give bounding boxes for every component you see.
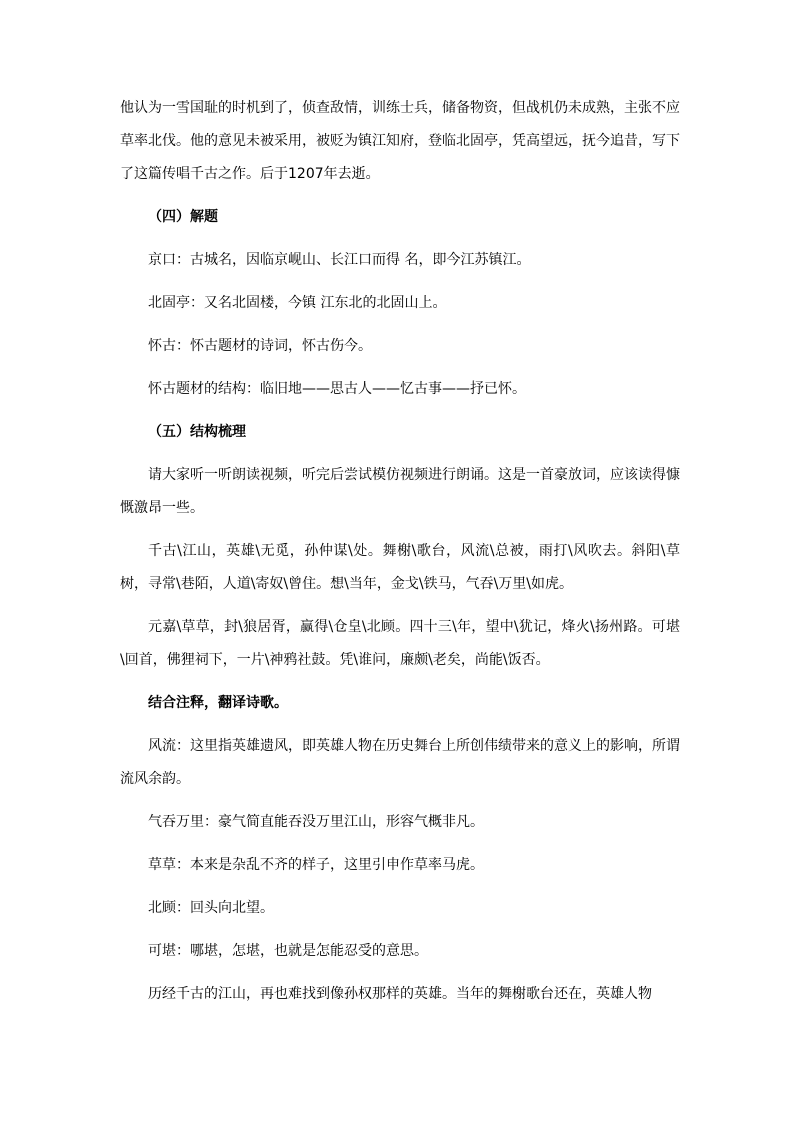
paragraph-beiguting: 北固亭：又名北固楼，今镇 江东北的北固山上。 [148,295,447,311]
paragraph-note-fengliu: 风流：这里指英雄遗风，即英雄人物在历史舞台上所创伟绩带来的意义上的影响，所谓流风余韵。 [120,738,680,787]
section-heading-translation: 结合注释，翻译诗歌。 [148,695,288,711]
paragraph-note-beigu: 北顾：回头向北望。 [148,900,274,916]
paragraph-poem-part-1: 千古\江山，英雄\无觅，孙仲谋\处。舞榭\歌台，风流\总被，雨打\风吹去。斜阳\草树，寻常\巷陌，人道\寄奴\曾住。想\当年，金戈\铁马，气吞\万里\如虎。 [120,543,680,592]
paragraph-note-qitunwanli: 气吞万里：豪气简直能吞没万里江山，形容气概非凡。 [148,814,484,830]
section-heading-title-analysis: （四）解题 [148,209,218,225]
paragraph-poem-part-2: 元嘉\草草，封\狼居胥，赢得\仓皇\北顾。四十三\年，望中\犹记，烽火\扬州路。可堪\回首，佛狸祠下，一片\神鸦社鼓。凭\谁问，廉颇\老矣，尚能\饭否。 [120,619,680,668]
paragraph-translation: 历经千古的江山，再也难找到像孙权那样的英雄。当年的舞榭歌台还在，英雄人物 [148,986,652,1002]
paragraph-jingkou: 京口：古城名，因临京岘山、长江口而得 名，即今江苏镇江。 [148,252,531,268]
document-body [120,92,680,1021]
paragraph-note-kekan: 可堪：哪堪，怎堪，也就是怎能忍受的意思。 [148,943,428,959]
paragraph-huaigu: 怀古：怀古题材的诗词，怀古伤今。 [148,338,372,354]
section-heading-structure: （五）结构梳理 [148,424,246,440]
paragraph-reading-instruction: 请大家听一听朗读视频，听完后尝试模仿视频进行朗诵。这是一首豪放词，应该读得慷慨激昂一些。 [120,467,680,516]
paragraph-huaigu-structure: 怀古题材的结构：临旧地——思古人——忆古事——抒已怀。 [148,381,526,397]
paragraph-note-caocao: 草草：本来是杂乱不齐的样子，这里引申作草率马虎。 [148,857,484,873]
paragraph-background: 他认为一雪国耻的时机到了，侦查敌情，训练士兵，储备物资，但战机仍未成熟，主张不应草率北伐。他的意见未被采用，被贬为镇江知府，登临北固亭，凭高望远，抚今追昔，写下了这篇传唱千古之作。后于1207年去逝。 [120,100,680,182]
